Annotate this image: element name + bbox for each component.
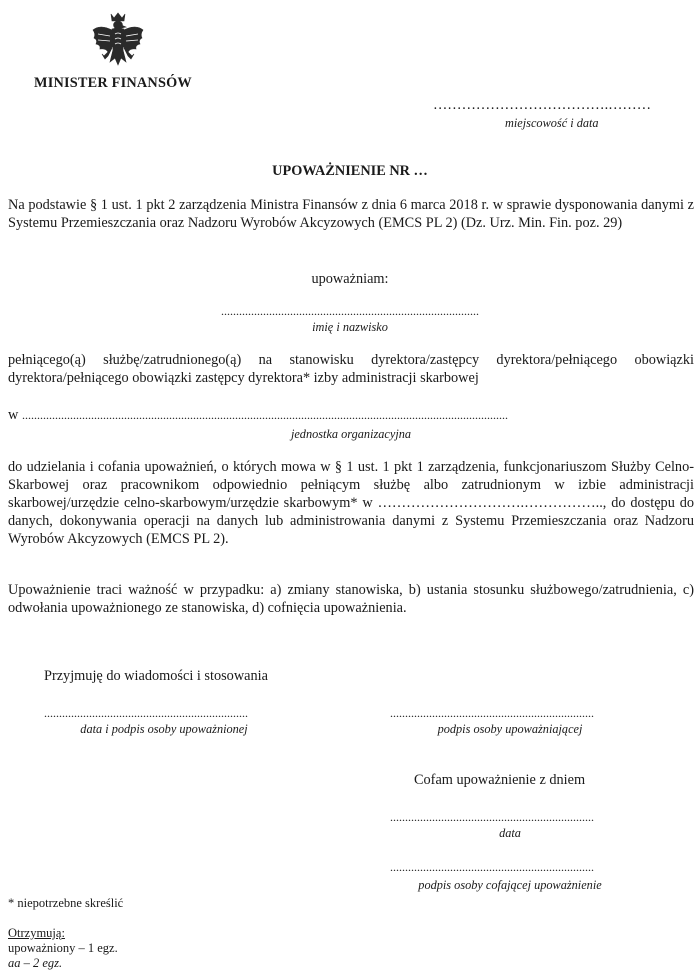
recipient-2: aa – 2 egz. xyxy=(8,956,63,970)
place-date-label: miejscowość i data xyxy=(505,116,599,130)
revoke-sig-label: podpis osoby cofającej upoważnienie xyxy=(418,878,602,892)
recipient-1: upoważniony – 1 egz. xyxy=(8,941,118,955)
polish-eagle-emblem-icon xyxy=(90,10,146,74)
revoke-text: Cofam upoważnienie z dniem xyxy=(414,772,586,788)
unit-prefix: w xyxy=(8,407,19,423)
sig-authorized-dots: .................................................................... xyxy=(44,706,248,720)
sig-authorized-label: data i podpis osoby upoważnionej xyxy=(80,722,248,736)
recipients-title: Otrzymują: xyxy=(8,926,65,940)
accept-text: Przyjmuję do wiadomości i stosowania xyxy=(44,668,268,684)
expiry-paragraph: Upoważnienie traci ważność w przypadku: a) zmiany stanowiska, b) ustania stosunku służbowego/zatrudnienia, c) odwołania upoważnionego ze stanowiska, d) cofnięcia upoważnienia. xyxy=(8,582,694,616)
sig-authorizing-dots: .................................................................... xyxy=(390,706,594,720)
minister-heading: MINISTER FINANSÓW xyxy=(34,75,192,91)
unit-label: jednostka organizacyjna xyxy=(290,427,412,441)
position-paragraph: pełniącego(ą) służbę/zatrudnionego(ą) na stanowisku dyrektora/zastępcy dyrektora/pełniącego obowiązki dyrektora/pełniącego obowiązki zastępcy dyrektora* izby administracji skarbowej xyxy=(8,352,694,386)
unit-dots: .................................................................................................................................................................. xyxy=(22,408,508,422)
place-date-dots: ……………………………….……… xyxy=(433,97,652,113)
revoke-date-dots: .................................................................... xyxy=(390,810,594,824)
name-dots: ...................................................................................... xyxy=(221,304,479,318)
footnote: * niepotrzebne skreślić xyxy=(8,896,124,910)
scope-paragraph: do udzielania i cofania upoważnień, o których mowa w § 1 ust. 1 pkt 1 zarządzenia, funkcjonariuszom Służby Celno-Skarbowej oraz pracownikom odpowiednio pełniącym służbę albo zatrudnionym w izbie administracji skarbowej/urzędzie celno-skarbowym/urzędzie skarbowym* w ………………………….…………….., do dostępu do danych, dokonywania operacji na danych lub administrowania danymi z Systemu Przemieszczania oraz Nadzoru Wyrobów Akcyzowych (EMCS PL 2). xyxy=(8,459,694,547)
name-label: imię i nazwisko xyxy=(312,320,388,334)
revoke-sig-dots: .................................................................... xyxy=(390,860,594,874)
document-title: UPOWAŻNIENIE NR … xyxy=(272,163,428,179)
sig-authorizing-label: podpis osoby upoważniającej xyxy=(437,722,583,736)
authorize-label: upoważniam: xyxy=(311,271,389,287)
intro-paragraph: Na podstawie § 1 ust. 1 pkt 2 zarządzenia Ministra Finansów z dnia 6 marca 2018 r. w sprawie dysponowania danymi z Systemu Przemieszczania oraz Nadzoru Wyrobów Akcyzowych (EMCS PL 2) (Dz. Urz. Min. Fin. poz. 29) xyxy=(8,197,694,231)
revoke-date-label: data xyxy=(499,826,521,840)
